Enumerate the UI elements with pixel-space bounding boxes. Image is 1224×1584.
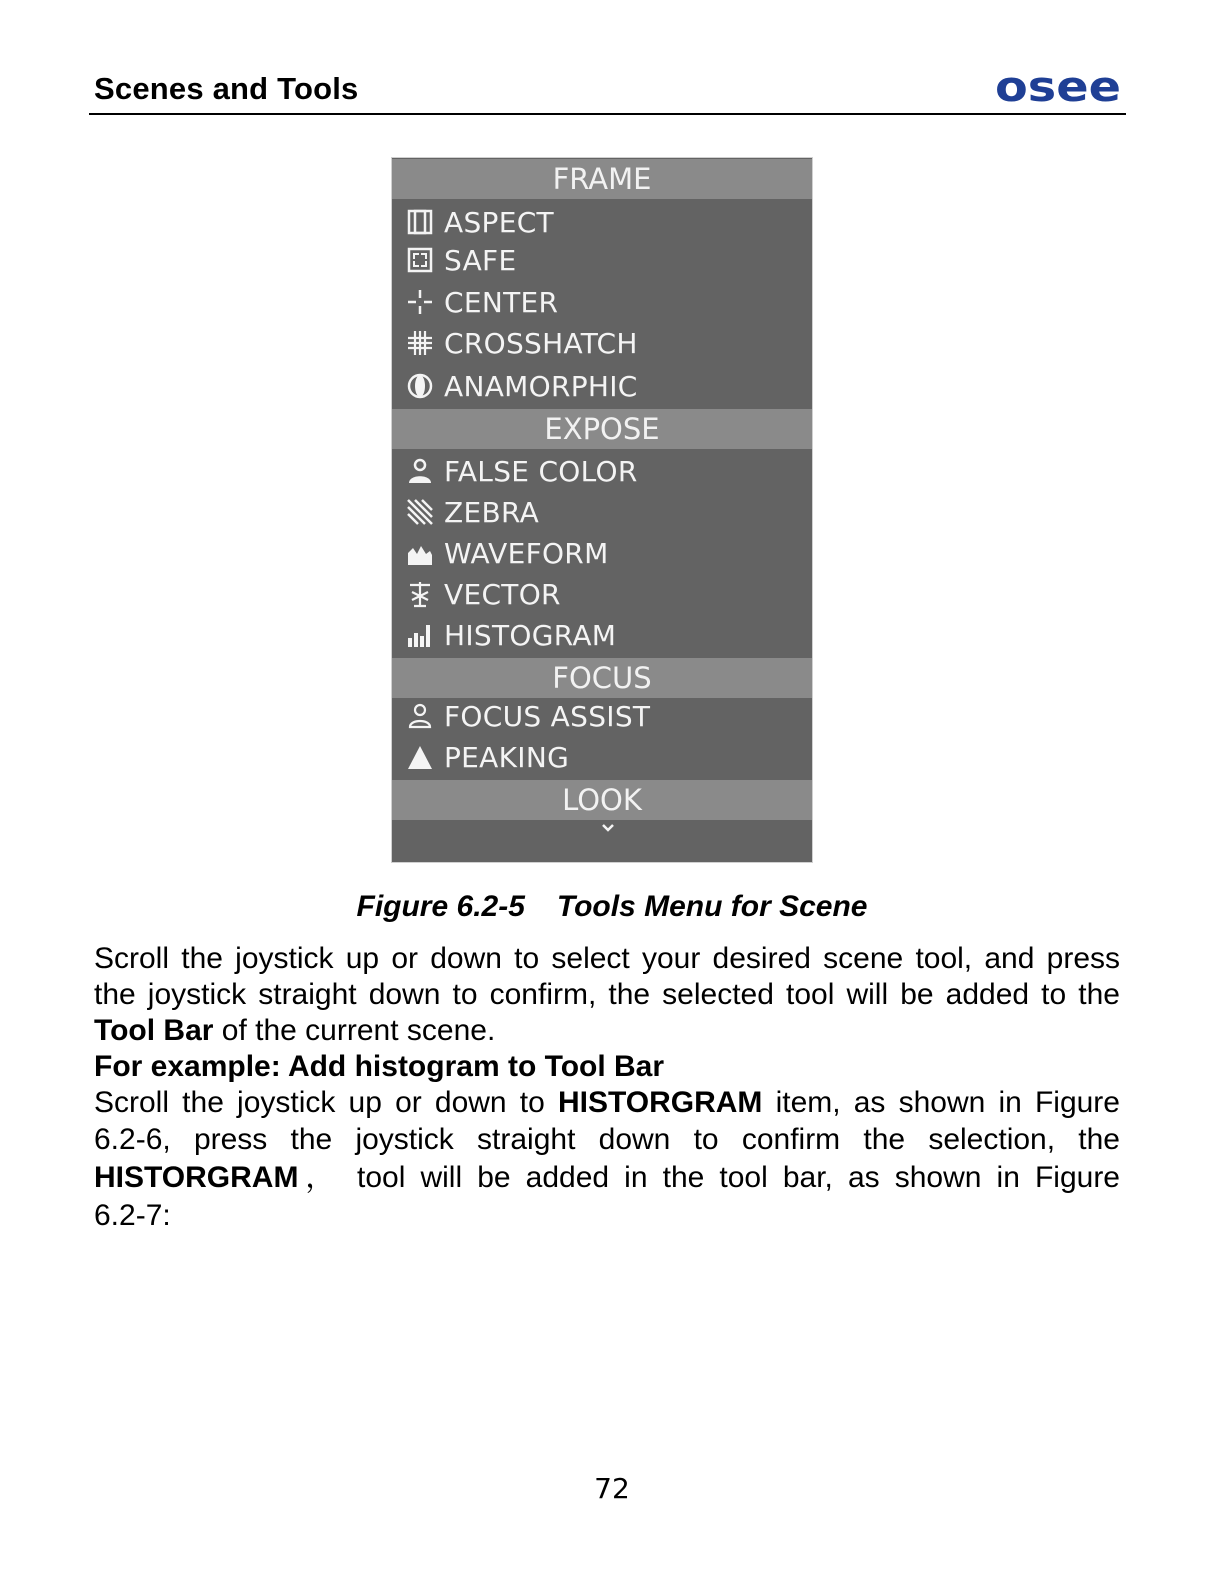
menu-item-safe[interactable] <box>406 241 516 279</box>
menu-item-waveform[interactable] <box>406 534 609 572</box>
anamorphic-icon <box>406 372 434 400</box>
body-text: Scroll the joystick up or down to <box>94 1086 558 1119</box>
false-color-icon <box>406 457 434 485</box>
tool-bar-term: Tool Bar <box>94 1014 214 1047</box>
menu-item-label: VECTOR <box>444 577 561 611</box>
zebra-icon <box>406 498 434 526</box>
historgram-term: HISTORGRAM <box>557 1086 763 1119</box>
menu-item-label: CENTER <box>444 285 559 319</box>
menu-item-label: PEAKING <box>444 740 570 774</box>
menu-item-histogram[interactable] <box>406 616 616 654</box>
body-paragraph-1-line-3 <box>94 1013 1120 1049</box>
menu-item-label: ZEBRA <box>444 495 540 529</box>
body-paragraph-1-line-2: the joystick straight down to confirm, the selected tool will be added to the <box>94 978 1120 1011</box>
example-heading: For example: Add histogram to Tool Bar <box>94 1050 665 1083</box>
menu-item-label: FOCUS ASSIST <box>444 699 651 733</box>
osee-logo <box>994 68 1122 106</box>
body-text: ， tool will be added in the tool bar, as shown in Figure <box>298 1161 1120 1194</box>
menu-item-zebra[interactable] <box>406 493 539 531</box>
menu-item-false-color[interactable] <box>406 452 638 490</box>
vector-icon <box>406 580 434 608</box>
safe-area-icon <box>406 246 434 274</box>
menu-item-crosshatch[interactable] <box>406 324 638 362</box>
menu-item-anamorphic[interactable] <box>406 367 638 405</box>
figure-title: Tools Menu for Scene <box>556 890 868 923</box>
section-focus: FOCUS <box>392 658 812 698</box>
section-expose: EXPOSE <box>392 409 812 449</box>
page-number: 72 <box>594 1472 630 1505</box>
chevron-down-icon[interactable] <box>600 822 616 834</box>
menu-item-label: HISTOGRAM <box>444 618 617 652</box>
menu-item-vector[interactable] <box>406 575 561 613</box>
historgram-term: HISTORGRAM <box>94 1161 299 1194</box>
body-text: item, as shown in Figure <box>762 1086 1120 1119</box>
menu-item-label: ASPECT <box>444 205 554 239</box>
body-paragraph-1-line-1: Scroll the joystick up or down to select your desired scene tool, and press <box>94 942 1120 975</box>
body-paragraph-2-line-2: 6.2-6, press the joystick straight down to confirm the selection, the <box>94 1123 1120 1156</box>
peaking-icon <box>406 743 434 771</box>
figure-caption <box>0 890 1224 924</box>
figure-number: Figure 6.2-5 <box>356 890 525 923</box>
svg-text:osee: osee <box>995 68 1121 106</box>
aspect-icon <box>406 208 434 236</box>
center-marker-icon <box>406 288 434 316</box>
menu-item-label: WAVEFORM <box>444 536 609 570</box>
crosshatch-icon <box>406 329 434 357</box>
tools-menu <box>391 157 813 863</box>
menu-item-label: FALSE COLOR <box>444 454 638 488</box>
body-paragraph-2-line-4: 6.2-7: <box>94 1199 171 1232</box>
menu-item-label: SAFE <box>444 243 517 277</box>
section-look: LOOK <box>392 780 812 820</box>
focus-assist-icon <box>406 702 434 730</box>
page-header-title: Scenes and Tools <box>94 71 359 106</box>
header-divider <box>89 113 1126 115</box>
body-paragraph-2-line-1 <box>94 1085 1120 1121</box>
body-text: of the current scene. <box>213 1014 496 1047</box>
menu-item-label: CROSSHATCH <box>444 326 638 360</box>
histogram-icon <box>406 621 434 649</box>
menu-item-label: ANAMORPHIC <box>444 369 638 403</box>
body-paragraph-2-line-3 <box>94 1160 1120 1196</box>
section-frame: FRAME <box>392 159 812 199</box>
menu-item-center[interactable] <box>406 283 558 321</box>
waveform-icon <box>406 539 434 567</box>
menu-item-focus-assist[interactable] <box>406 697 650 735</box>
menu-item-aspect[interactable] <box>406 203 554 241</box>
menu-item-peaking[interactable] <box>406 738 569 776</box>
